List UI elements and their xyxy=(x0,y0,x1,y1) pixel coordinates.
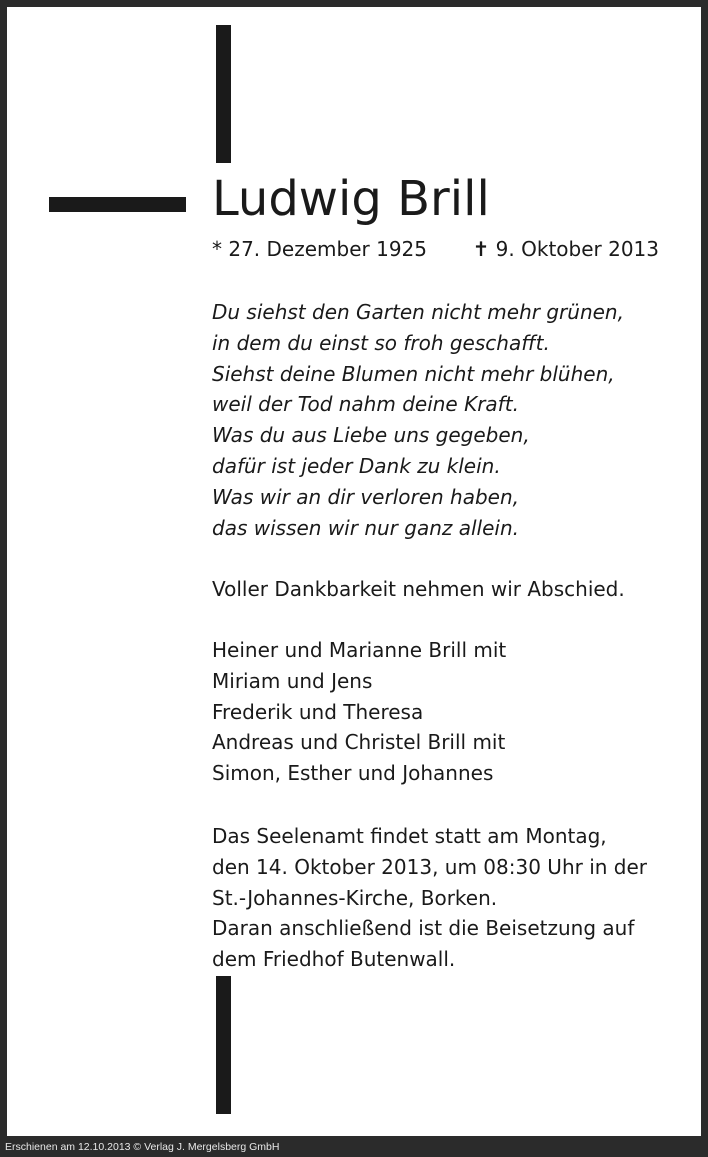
cross-bottom-bar xyxy=(216,976,231,1114)
family-line: Frederik und Theresa xyxy=(212,699,424,724)
birth-date: * 27. Dezember 1925 xyxy=(212,237,427,261)
poem-line: Du siehst den Garten nicht mehr grünen, xyxy=(212,300,624,324)
family-line: Andreas und Christel Brill mit xyxy=(212,730,506,755)
poem-line: dafür ist jeder Dank zu klein. xyxy=(212,453,501,478)
poem-line: Was du aus Liebe uns gegeben, xyxy=(212,423,530,448)
poem-line: weil der Tod nahm deine Kraft. xyxy=(212,392,519,417)
life-dates xyxy=(212,235,659,263)
death-date: ✝ 9. Oktober 2013 xyxy=(472,237,659,261)
deceased-name: Ludwig Brill xyxy=(212,171,490,227)
family-line: Heiner und Marianne Brill mit xyxy=(212,638,507,662)
poem-line: in dem du einst so froh geschafft. xyxy=(212,330,550,355)
service-line: den 14. Oktober 2013, um 08:30 Uhr in der xyxy=(212,854,648,879)
farewell-text xyxy=(212,574,692,605)
poem-line: das wissen wir nur ganz allein. xyxy=(212,515,519,540)
family-line: Simon, Esther und Johannes xyxy=(212,761,494,786)
poem xyxy=(212,297,692,543)
family-line: Miriam und Jens xyxy=(212,668,373,693)
service-line: Das Seelenamt findet statt am Montag, xyxy=(212,824,607,848)
service-info xyxy=(212,821,692,975)
service-line: St.-Johannes-Kirche, Borken. xyxy=(212,885,498,910)
family-list xyxy=(212,635,692,789)
service-line: dem Friedhof Butenwall. xyxy=(212,947,456,972)
publication-footer: Erschienen am 12.10.2013 © Verlag J. Mergelsberg GmbH xyxy=(5,1141,280,1153)
poem-line: Was wir an dir verloren haben, xyxy=(212,484,520,509)
cross-top-bar xyxy=(216,25,231,163)
service-line: Daran anschließend ist die Beisetzung auf xyxy=(212,916,635,941)
cross-horizontal-bar xyxy=(49,197,186,212)
poem-line: Siehst deine Blumen nicht mehr blühen, xyxy=(212,361,615,386)
farewell-line: Voller Dankbarkeit nehmen wir Abschied. xyxy=(212,577,625,601)
obituary-page xyxy=(7,7,701,1136)
